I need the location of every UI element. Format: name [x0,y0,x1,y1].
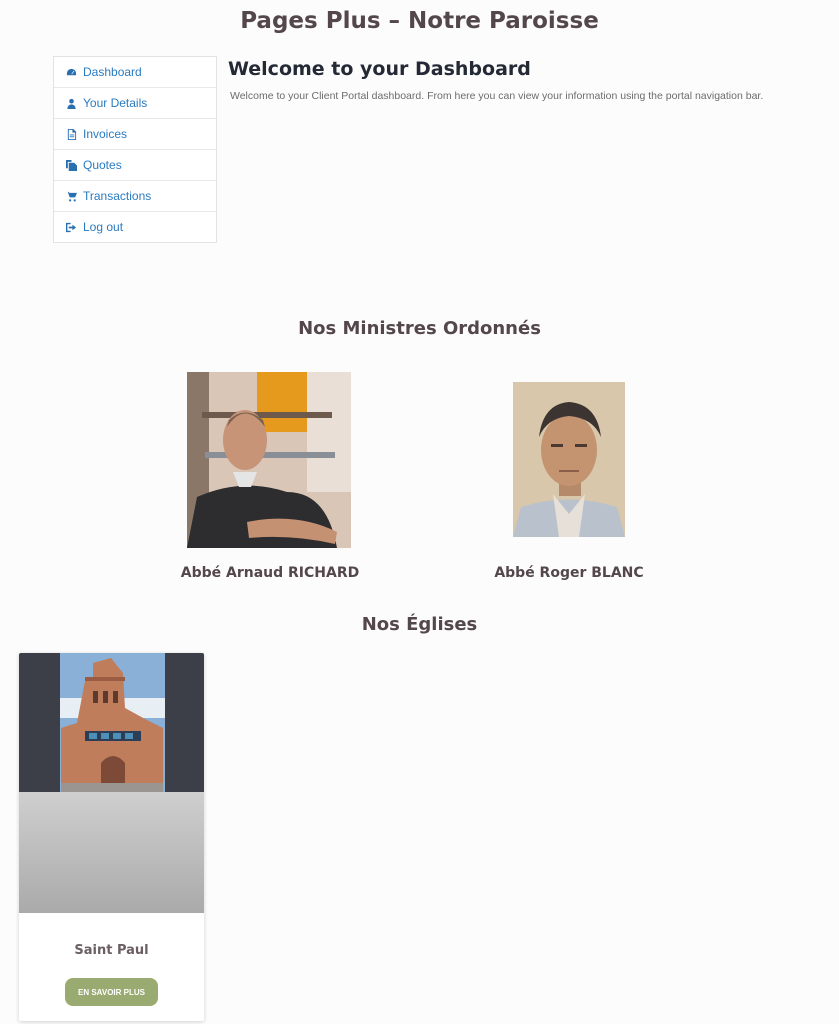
document-icon [65,128,78,141]
minister-photo [187,372,351,548]
image-placeholder [19,792,204,913]
sign-out-icon [65,221,78,234]
ministers-heading: Nos Ministres Ordonnés [298,318,541,339]
portal-navigation [53,56,217,243]
minister-name: Abbé Roger BLANC [494,565,644,581]
dashboard-title: Welcome to your Dashboard [228,58,531,80]
nav-item-log-out[interactable] [54,211,216,242]
nav-item-label: Dashboard [83,65,142,79]
minister-photo [513,382,625,537]
nav-item-quotes[interactable] [54,149,216,180]
nav-item-label: Invoices [83,127,128,141]
user-icon [65,97,78,110]
churches-heading: Nos Églises [361,614,478,635]
copy-icon [65,159,78,172]
nav-item-label: Your Details [83,96,148,110]
church-image [19,653,204,792]
dashboard-intro: Welcome to your Client Portal dashboard. From here you can view your information using the portal navigation bar. [230,90,764,102]
nav-item-transactions[interactable] [54,180,216,211]
nav-item-invoices[interactable] [54,118,216,149]
nav-item-label: Log out [83,220,124,234]
minister-name: Abbé Arnaud RICHARD [180,565,360,581]
learn-more-button[interactable]: EN SAVOIR PLUS [65,978,158,1006]
site-title: Pages Plus – Notre Paroisse [240,8,599,34]
nav-item-dashboard[interactable] [54,57,216,87]
nav-item-label: Transactions [83,189,152,203]
nav-item-your-details[interactable] [54,87,216,118]
nav-item-label: Quotes [83,158,122,172]
church-name: Saint Paul [74,943,149,958]
church-card[interactable] [19,653,204,1021]
cart-icon [65,190,78,203]
dashboard-icon [65,66,78,79]
